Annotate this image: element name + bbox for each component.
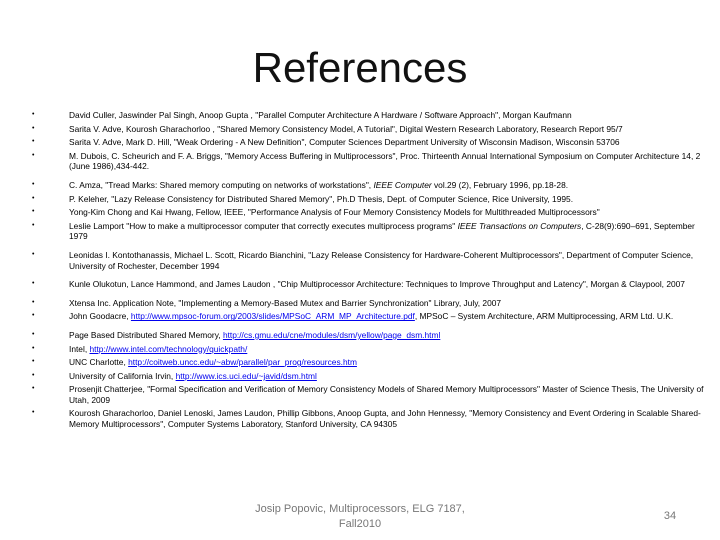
reference-journal: IEEE Transactions on Computers bbox=[457, 220, 582, 231]
reference-link[interactable]: http://www.mpsoc-forum.org/2003/slides/MPSoC_ARM_MP_Architecture.pdf bbox=[130, 311, 415, 322]
reference-list bbox=[32, 110, 712, 430]
reference-item bbox=[32, 194, 712, 205]
reference-text bbox=[69, 384, 712, 405]
bullet-icon: • bbox=[32, 371, 35, 379]
reference-text bbox=[69, 250, 712, 271]
bullet-icon: • bbox=[32, 180, 35, 188]
bullet-icon: • bbox=[32, 221, 35, 229]
bullet-icon: • bbox=[32, 358, 35, 366]
reference-segment: M. Dubois, C. Scheurich and F. A. Briggs, "Memory Access Buffering in Multiprocessors", Proc. Thirteenth Annual International Symposium on Computer Architecture 14, 2 (June 1986),434-442. bbox=[69, 150, 701, 172]
reference-item bbox=[32, 137, 712, 148]
bullet-icon: • bbox=[32, 250, 35, 258]
reference-segment: Intel, bbox=[69, 343, 90, 354]
reference-item bbox=[32, 298, 712, 309]
reference-segment: , MPSoC – System Architecture, ARM Multiprocessing, ARM Ltd. U.K. bbox=[414, 311, 674, 322]
reference-text bbox=[69, 194, 712, 205]
reference-segment: Kourosh Gharachorloo, Daniel Lenoski, James Laudon, Phillip Gibbons, Anoop Gupta, and John Hennessy, "Memory Consistency and Event Ordering in Scalable Shared-Memory Multiprocessors", Computer Systems Laboratory, Stanford University, CA 94305 bbox=[69, 408, 701, 430]
reference-segment: David Culler, Jaswinder Pal Singh, Anoop Gupta , "Parallel Computer Architecture A Hardware / Software Approach", Morgan Kaufmann bbox=[69, 110, 572, 120]
reference-link[interactable]: http://www.ics.uci.edu/~javid/dsm.html bbox=[175, 370, 317, 381]
reference-text bbox=[69, 371, 712, 382]
reference-item bbox=[32, 408, 712, 429]
bullet-icon: • bbox=[32, 385, 35, 393]
reference-item bbox=[32, 221, 712, 242]
reference-text bbox=[69, 408, 712, 429]
reference-text bbox=[69, 344, 712, 355]
slide-footer: Josip Popovic, Multiprocessors, ELG 7187, Fall2010 bbox=[255, 503, 465, 530]
reference-text bbox=[69, 357, 712, 368]
reference-text bbox=[69, 279, 712, 290]
reference-text bbox=[69, 221, 712, 242]
bullet-icon: • bbox=[32, 124, 35, 132]
reference-segment: Sarita V. Adve, Mark D. Hill, "Weak Ordering - A New Definition", Computer Sciences Department University of Wisconsin Madison, Wisconsin 53706 bbox=[69, 137, 620, 148]
slide-title: References bbox=[252, 44, 468, 91]
reference-segment: Page Based Distributed Shared Memory, bbox=[69, 329, 223, 340]
reference-segment: Xtensa Inc. Application Note, "Implementing a Memory-Based Mutex and Barrier Synchronization" Library, July, 2007 bbox=[69, 297, 502, 308]
reference-link[interactable]: http://coitweb.uncc.edu/~abw/parallel/par_prog/resources.htm bbox=[128, 357, 357, 368]
bullet-icon: • bbox=[32, 298, 35, 306]
reference-text bbox=[69, 124, 712, 135]
bullet-icon: • bbox=[32, 194, 35, 202]
reference-item bbox=[32, 330, 712, 341]
bullet-icon: • bbox=[32, 111, 35, 118]
reference-item bbox=[32, 207, 712, 218]
bullet-icon: • bbox=[32, 312, 35, 320]
reference-text bbox=[69, 151, 712, 172]
reference-item bbox=[32, 110, 712, 121]
reference-item bbox=[32, 371, 712, 382]
reference-segment: Yong-Kim Chong and Kai Hwang, Fellow, IEEE, "Performance Analysis of Four Memory Consistency Models for Multithreaded Multiprocessors" bbox=[69, 207, 600, 218]
reference-segment: Sarita V. Adve, Kourosh Gharachorloo , "Shared Memory Consistency Model, A Tutorial", Digital Western Research Laboratory, Research Report 95/7 bbox=[69, 123, 623, 134]
bullet-icon: • bbox=[32, 409, 35, 417]
page-number: 34 bbox=[663, 510, 677, 522]
reference-item bbox=[32, 250, 712, 271]
reference-item bbox=[32, 311, 712, 322]
reference-text bbox=[69, 298, 712, 309]
reference-segment: University of California Irvin, bbox=[69, 370, 176, 381]
reference-text bbox=[69, 180, 712, 191]
reference-item bbox=[32, 357, 712, 368]
reference-segment: Prosenjit Chatterjee, "Formal Specification and Verification of Memory Consistency Models of Shared Memory Multiprocessors" Master of Science Thesis, The University of Utah, 2009 bbox=[69, 384, 704, 405]
reference-segment: , C-28(9):690–691, September 1979 bbox=[69, 220, 695, 242]
reference-item bbox=[32, 384, 712, 405]
reference-item bbox=[32, 151, 712, 172]
bullet-icon: • bbox=[32, 138, 35, 146]
reference-segment: John Goodacre, bbox=[69, 311, 131, 322]
reference-journal: IEEE Computer bbox=[373, 179, 432, 190]
reference-segment: Leslie Lamport "How to make a multiprocessor computer that correctly executes multiprocess programs" bbox=[69, 220, 458, 231]
reference-item bbox=[32, 279, 712, 290]
reference-item bbox=[32, 180, 712, 191]
reference-segment: Leonidas I. Kontothanassis, Michael L. Scott, Ricardo Bianchini, "Lazy Release Consistency for Hardware-Coherent Multiprocessors", Department of Computer Science, University of Rochester, December 1994 bbox=[69, 249, 694, 271]
reference-segment: C. Amza, "Tread Marks: Shared memory computing on networks of workstations", bbox=[69, 179, 374, 190]
reference-text bbox=[69, 110, 712, 121]
reference-segment: vol.29 (2), February 1996, pp.18-28. bbox=[431, 179, 569, 190]
bullet-icon: • bbox=[32, 151, 35, 159]
reference-text bbox=[69, 330, 712, 341]
reference-item bbox=[32, 344, 712, 355]
reference-segment: P. Keleher, "Lazy Release Consistency for Distributed Shared Memory", Ph.D Thesis, Dept. of Computer Science, Rice University, 1995. bbox=[69, 193, 574, 204]
bullet-icon: • bbox=[32, 208, 35, 216]
reference-text bbox=[69, 137, 712, 148]
bullet-icon: • bbox=[32, 344, 35, 352]
reference-item bbox=[32, 124, 712, 135]
reference-link[interactable]: http://www.intel.com/technology/quickpath/ bbox=[89, 343, 248, 354]
reference-link[interactable]: http://cs.gmu.edu/cne/modules/dsm/yellow/page_dsm.html bbox=[222, 329, 441, 340]
bullet-icon: • bbox=[32, 280, 35, 288]
reference-text bbox=[69, 311, 712, 322]
reference-segment: UNC Charlotte, bbox=[69, 357, 129, 368]
reference-segment: Kunle Olukotun, Lance Hammond, and James Laudon , "Chip Multiprocessor Architecture: Techniques to Improve Throughput and Latency", Morgan & Claypool, 2007 bbox=[69, 279, 685, 290]
bullet-icon: • bbox=[32, 330, 35, 338]
reference-text bbox=[69, 207, 712, 218]
